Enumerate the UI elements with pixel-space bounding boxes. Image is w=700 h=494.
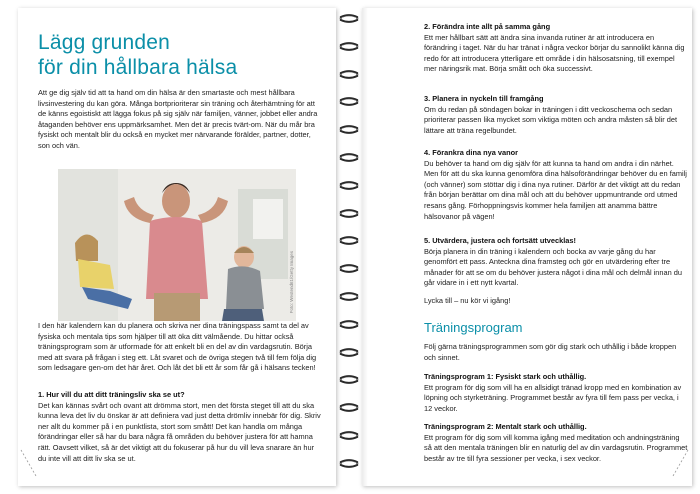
photo-credit: Foto: Westend61/Getty Images bbox=[289, 250, 294, 313]
step1-text: Det kan kännas svårt och ovant att drömma stort, men det första steget till att du ska kunna leva det liv du önskar är att definiera vad just detta drömliv innebär för dig. Skriv ner allt du kommer på i en punktlista, stort som smått! Det kan handla om många förändringar eller så har du bara några få områden du behöver justera för att hamna rätt. Oavsett vilket, så är det viktigt att du fokuserar på hur du vill leva snarare än hur du inte vill att ditt liv ska se ut. bbox=[38, 400, 321, 463]
spiral-ring bbox=[336, 236, 362, 245]
step4-heading: 4. Förankra dina nya vanor bbox=[424, 148, 519, 157]
family-photo bbox=[58, 169, 296, 321]
spiral-ring bbox=[336, 264, 362, 273]
spiral-ring bbox=[336, 431, 362, 440]
title-line-1: Lägg grunden bbox=[38, 31, 171, 54]
family-photo-illustration bbox=[58, 169, 296, 321]
program1-text: Ett program för dig som vill ha en allsidigt tränad kropp med en kombination av löpning och styrketräning. Programmet består av fyra till fem pass per vecka, i 12 veckor. bbox=[424, 382, 682, 413]
program1-heading: Träningsprogram 1: Fysiskt stark och uthållig. bbox=[424, 372, 587, 381]
spiral-ring bbox=[336, 209, 362, 218]
good-luck-text: Lycka till – nu kör vi igång! bbox=[424, 296, 511, 305]
corner-perforation-right bbox=[672, 448, 690, 478]
step1-heading: 1. Hur vill du att ditt träningsliv ska se ut? bbox=[38, 390, 185, 399]
program2-heading: Träningsprogram 2: Mentalt stark och uthållig. bbox=[424, 422, 587, 431]
program-section-title: Träningsprogram bbox=[424, 320, 523, 335]
intro-paragraph: Att ge dig själv tid att ta hand om din hälsa är den smartaste och mest hållbara livsinvestering du kan göra. Många bortprioriterar sin träning och återhämtning för att de känns egoistiskt att lägga fokus på sig själv när familjen, vänner, jobbet eller andra åtaganden behöver ens uppmärksamhet. Men det är precis tvärt-om. När du mår bra fysiskt och mentalt blir du också en mycket mer närvarande förälder, partner, dotter, son och vän. bbox=[38, 88, 318, 150]
step3-heading: 3. Planera in nyckeln till framgång bbox=[424, 94, 544, 103]
program-intro: Följ gärna träningsprogrammen som gör dig stark och uthållig i både kroppen och sinnet. bbox=[424, 342, 677, 362]
spiral-ring bbox=[336, 153, 362, 162]
spiral-ring bbox=[336, 42, 362, 51]
spiral-ring bbox=[336, 403, 362, 412]
spiral-ring bbox=[336, 459, 362, 468]
spiral-ring bbox=[336, 181, 362, 190]
step2-heading: 2. Förändra inte allt på samma gång bbox=[424, 22, 551, 31]
step4-text: Du behöver ta hand om dig själv för att kunna ta hand om andra i din närhet. Men för att du ska kunna genomföra dina hälsoförändringar behöver du en familj (och vänner) som stöttar dig i dina nya rutiner. Därför är det viktigt att du redan från början berättar om dina mål och att du behöver uppmuntrande ord utmed resans gång. Förhoppningsvis kommer hela familjen att anamma bättre hälsovanor på vägen! bbox=[424, 158, 687, 221]
spiral-ring bbox=[336, 97, 362, 106]
spiral-ring bbox=[336, 348, 362, 357]
calendar-intro-paragraph: I den här kalendern kan du planera och skriva ner dina träningspass samt ta del av fysiska och mentala tips som hjälper till att öka ditt välmående. Du hittar också träningsprogram som är utformade för att enkelt bli en del av din vardagsrutin. Börja med att svara på frågan i steg ett. Låt svaret och de övriga stegen två till fem följa dig som ledsagare gen-om det här året. Och låt det bli ett år som får gå i hälsans tecken! bbox=[38, 321, 317, 373]
title-line-2: för din hållbara hälsa bbox=[38, 56, 238, 79]
spiral-binding bbox=[336, 0, 362, 494]
program2-text: Ett program för dig som vill komma igång med meditation och andningsträning så att den mentala träningen blir en naturlig del av din vardagsrutin. Programmet består av tre till fyra sessioner per vecka, i sex veckor. bbox=[424, 432, 688, 463]
spiral-ring bbox=[336, 70, 362, 79]
corner-perforation-left bbox=[20, 448, 38, 478]
page-title bbox=[38, 30, 324, 80]
step2-text: Ett mer hållbart sätt att ändra sina invanda rutiner är att introducera en förändring i taget. När du har tränat i några veckor börjar du sannolikt känna dig redo för att introducera ytterligare ett område i din hälsosatsning, till exempel mer näringsrik mat. Börja smått och öka successivt. bbox=[424, 32, 685, 74]
spiral-ring bbox=[336, 375, 362, 384]
step5-heading: 5. Utvärdera, justera och fortsätt utvecklas! bbox=[424, 236, 576, 245]
spiral-ring bbox=[336, 320, 362, 329]
right-page bbox=[362, 8, 692, 486]
spiral-ring bbox=[336, 14, 362, 23]
spiral-ring bbox=[336, 292, 362, 301]
spiral-ring bbox=[336, 125, 362, 134]
step5-text: Börja planera in din träning i kalendern och bocka av varje gång du har genomfört ett pass. Anteckna dina framsteg och gör en utvärdering efter tre månader för att se om du behöver justera något i dina mål och delmål innan du går vidare in i ett nytt kvartal. bbox=[424, 246, 683, 288]
left-page bbox=[18, 8, 336, 486]
step3-text: Om du redan på söndagen bokar in träningen i ditt veckoschema och sedan prioriterar passen lika mycket som viktiga möten och andra måsten så blir det lättare att träna regelbundet. bbox=[424, 104, 678, 135]
